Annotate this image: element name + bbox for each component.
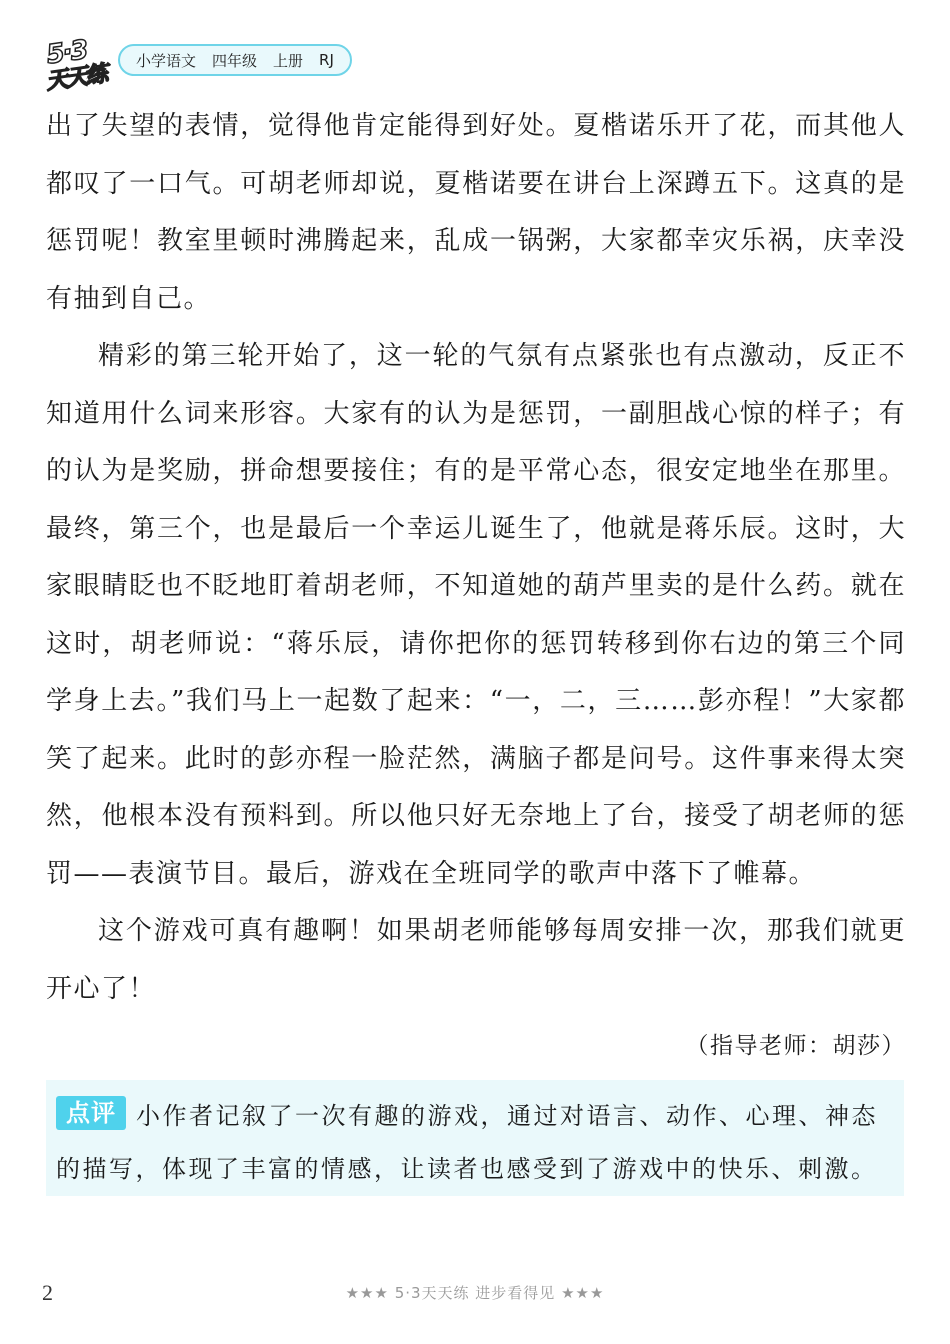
essay-body bbox=[46, 98, 906, 1076]
comment-text: 小作者记叙了一次有趣的游戏，通过对语言、动作、心理、神态的描写，体现了丰富的情感，让读者也感受到了游戏中的快乐、刺激。 bbox=[56, 1102, 878, 1183]
comment-box bbox=[46, 1080, 904, 1196]
logo-text: 天天练 bbox=[44, 61, 108, 95]
footer-slogan: ★★★ 5·3天天练 进步看得见 ★★★ bbox=[345, 1284, 605, 1302]
logo-numbers: 5·3 bbox=[44, 35, 89, 71]
subject-label: 小学语文 bbox=[136, 51, 197, 70]
page-number: 2 bbox=[42, 1280, 53, 1305]
paragraph-3: 这个游戏可真有趣啊！如果胡老师能够每周安排一次，那我们就更开心了！ bbox=[46, 916, 906, 1004]
teacher-signature: （指导老师：胡莎） bbox=[685, 1033, 906, 1059]
book-info-pill bbox=[118, 44, 352, 76]
volume-label: 上册 bbox=[273, 51, 304, 70]
comment-badge: 点评 bbox=[56, 1096, 126, 1130]
grade-label: 四年级 bbox=[212, 51, 258, 70]
paragraph-2: 精彩的第三轮开始了，这一轮的气氛有点紧张也有点激动，反正不知道用什么词来形容。大家有的认为是惩罚，一副胆战心惊的样子；有的认为是奖励，拼命想要接住；有的是平常心态，很安定地坐在那里。最终，第三个，也是最后一个幸运儿诞生了，他就是蒋乐辰。这时，大家眼睛眨也不眨地盯着胡老师，不知道她的葫芦里卖的是什么药。就在这时，胡老师说：“蒋乐辰，请你把你的惩罚转移到你右边的第三个同学身上去。”我们马上一起数了起来：“一，二，三……彭亦程！”大家都笑了起来。此时的彭亦程一脸茫然，满脑子都是问号。这件事来得太突然，他根本没有预料到。所以他只好无奈地上了台，接受了胡老师的惩罚——表演节目。最后，游戏在全班同学的歌声中落下了帷幕。 bbox=[46, 341, 906, 889]
brand-logo bbox=[41, 31, 120, 93]
page-header bbox=[40, 30, 440, 95]
edition-label: RJ bbox=[319, 51, 334, 69]
paragraph-1: 出了失望的表情，觉得他肯定能得到好处。夏楷诺乐开了花，而其他人都叹了一口气。可胡老师却说，夏楷诺要在讲台上深蹲五下。这真的是惩罚呢！教室里顿时沸腾起来，乱成一锅粥，大家都幸灾乐祸，庆幸没有抽到自己。 bbox=[46, 111, 906, 314]
